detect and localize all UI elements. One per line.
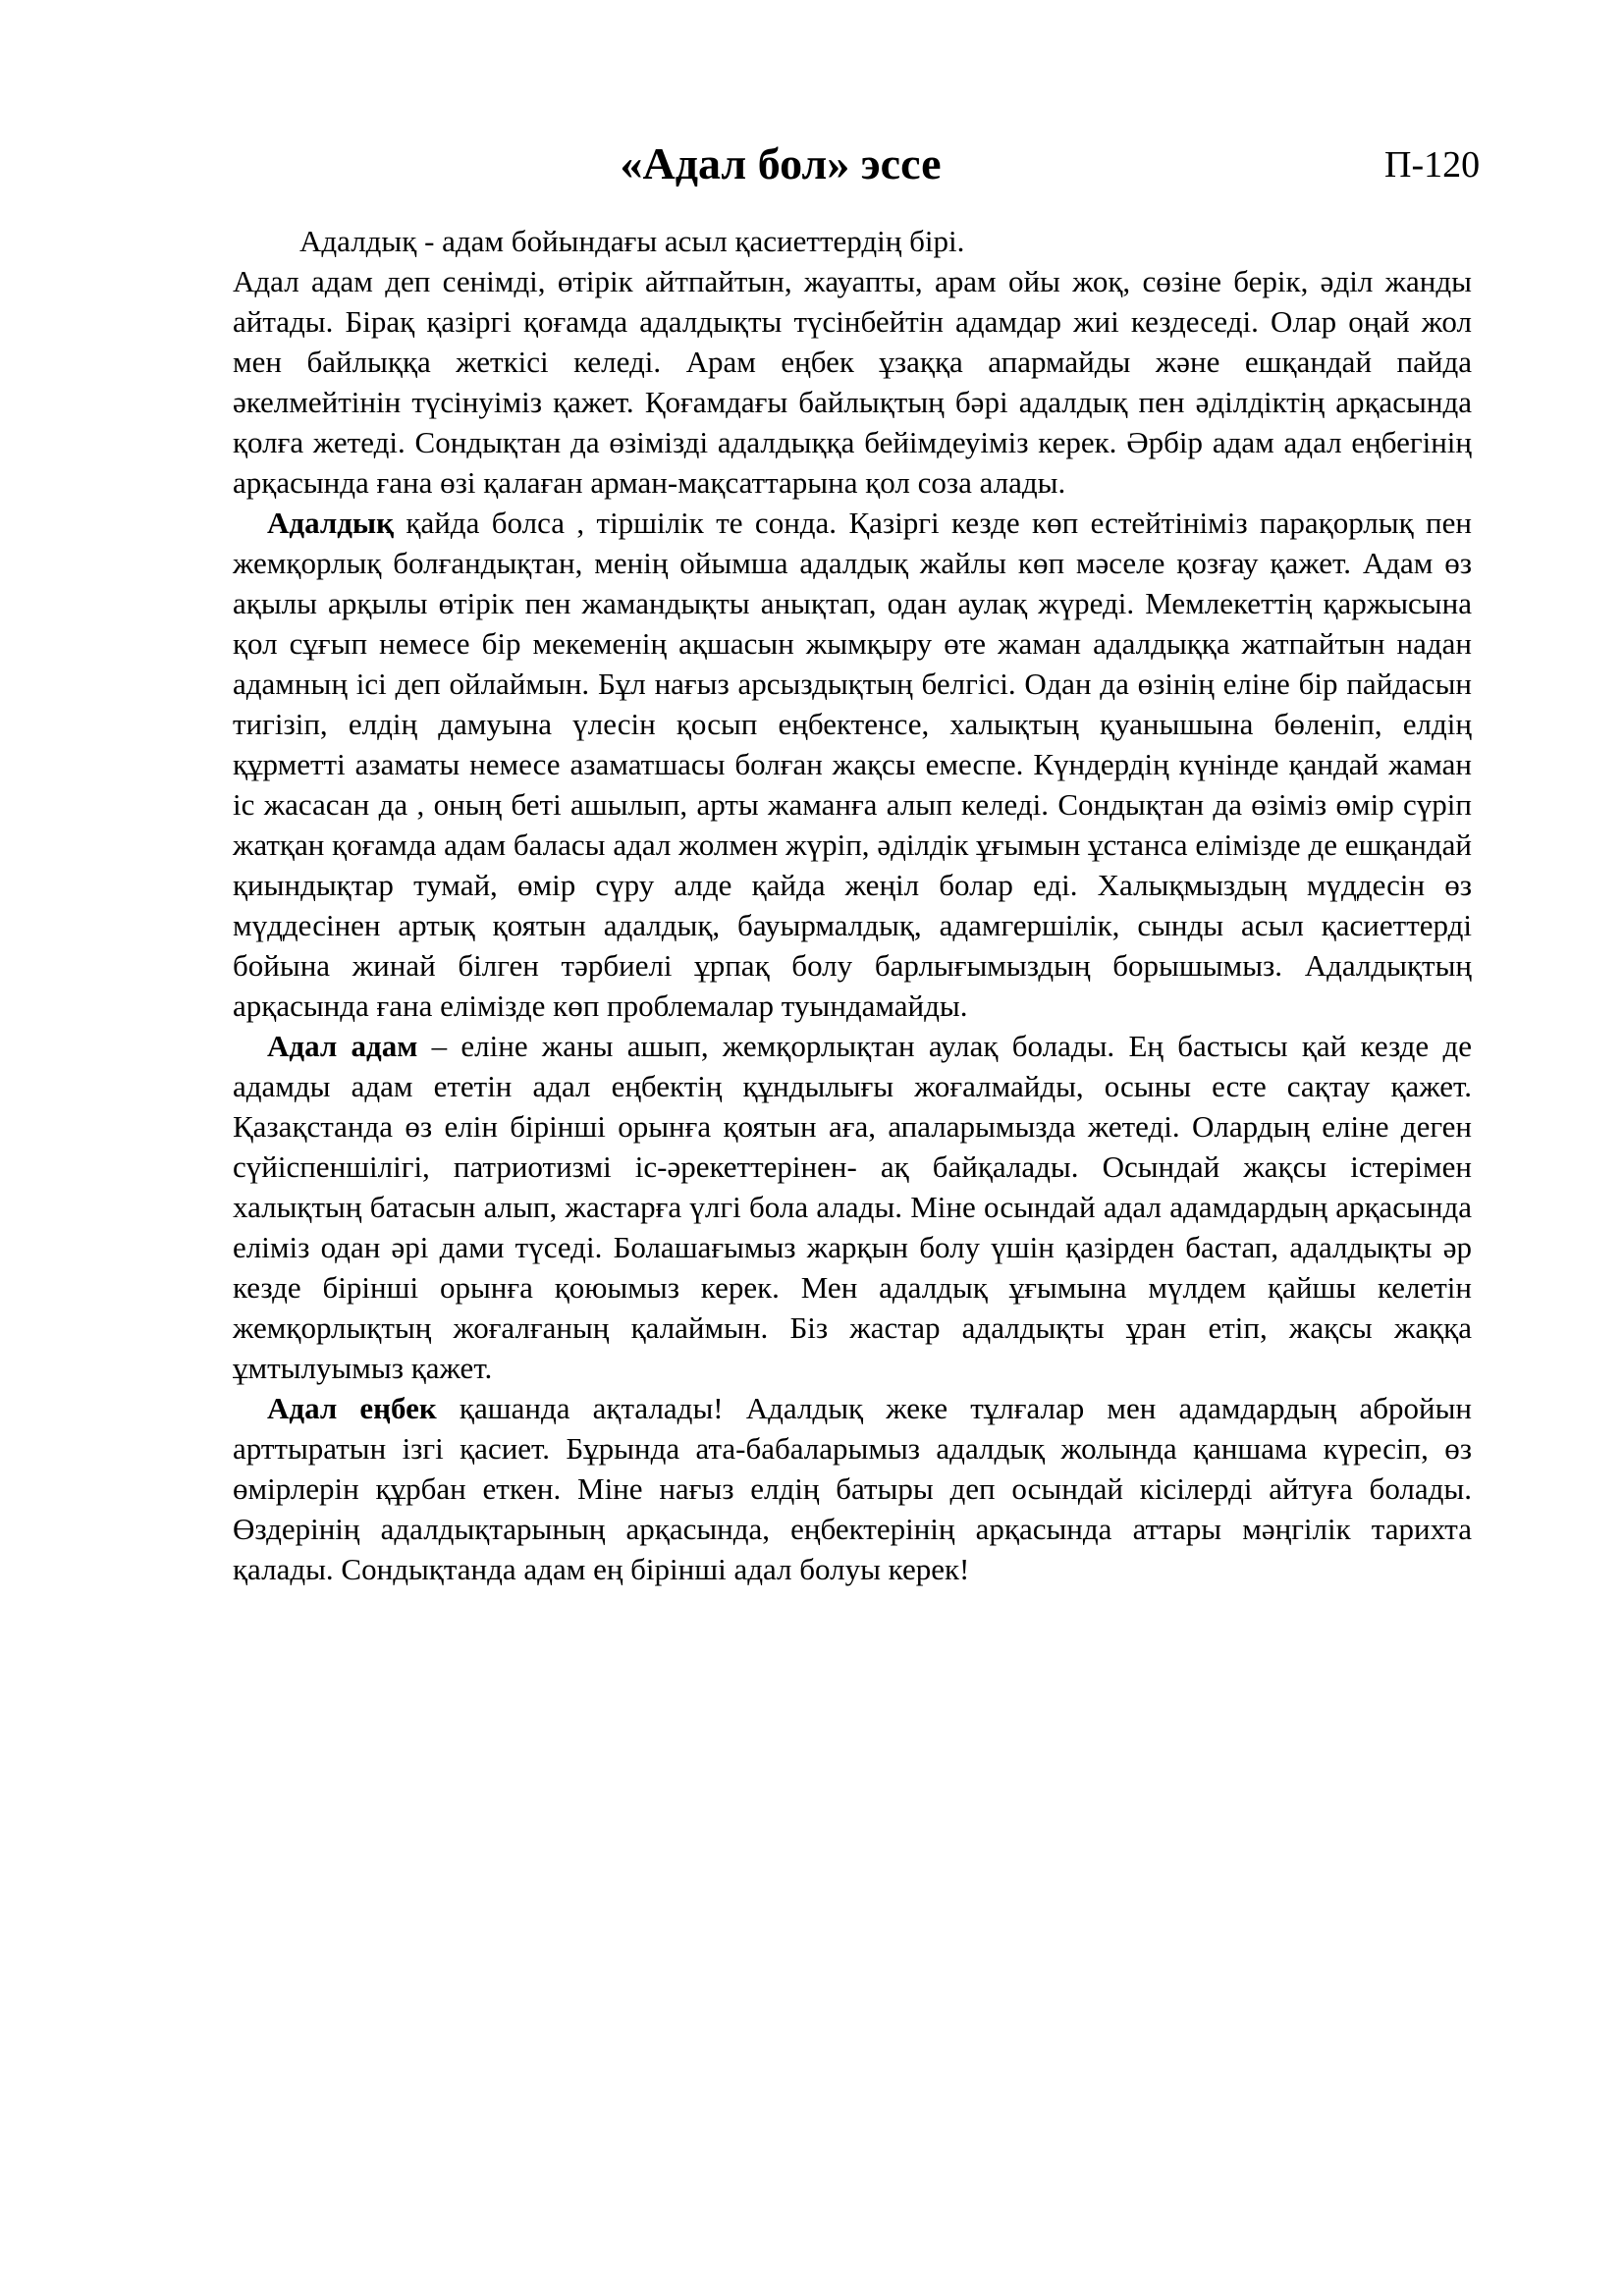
paragraph-4-lead: Адал еңбек (267, 1391, 437, 1425)
paragraph-2-text: қайда болса , тіршілік те сонда. Қазіргі кезде көп естейтініміз парақорлық пен жемқорлық болғандықтан, менің ойымша адалдық жайлы көп мәселе қозғау қажет. Адам өз ақылы арқылы өтірік пен жамандықты анықтап, одан аулақ жүреді. Мемлекеттің қаржысына қол сұғып немесе бір мекеменің ақшасын жымқыру өте жаман адалдыққа жатпайтын надан адамның ісі деп ойлаймын. Бұл нағыз арсыздықтың белгісі. Одан да өзінің еліне бір пайдасын тигізіп, елдің дамуына үлесін қосып еңбектенсе, халықтың қуанышына бөленіп, елдің құрметті азаматы немесе азаматшасы болған жақсы емеспе. Күндердің күнінде қандай жаман іс жасасан да , оның беті ашылып, арты жаманға алып келеді. Сондықтан да өзіміз өмір сүріп жатқан қоғамда адам баласы адал жолмен жүріп, әділдік ұғымын ұстанса елімізде де ешқандай қиындықтар тумай, өмір сүру алде қайда жеңіл болар еді. Халықмыздың мүддесін өз мүддесінен артық қоятын адалдық, бауырмалдық, адамгершілік, сынды асыл қасиеттерді бойына жинай білген тәрбиелі ұрпақ болу барлығымыздың борышымыз. Адалдықтың арқасында ғана елімізде көп проблемалар туындамайды. (233, 506, 1472, 1023)
paragraph-1: Адал адам деп сенімді, өтірік айтпайтын, жауапты, арам ойы жоқ, сөзіне берік, әділ жанды айтады. Бірақ қазіргі қоғамда адалдықты түсінбейтін адамдар жиі кездеседі. Олар оңай жол мен байлыққа жеткісі келеді. Арам еңбек ұзаққа апармайды және ешқандай пайда әкелмейтінін түсінуіміз қажет. Қоғамдағы байлықтың бәрі адалдық пен әділдіктің арқасында қолға жетеді. Сондықтан да өзімізді адалдыққа бейімдеуіміз керек. Әрбір адам адал еңбегінің арқасында ғана өзі қалаған арман-мақсаттарына қол соза алады. (233, 264, 1472, 500)
paragraph-3-lead: Адал адам (267, 1029, 418, 1063)
paragraph-2 (233, 503, 1472, 1026)
paragraph-2-lead: Адалдық (267, 506, 394, 540)
paragraph-4 (233, 1388, 1472, 1589)
intro-paragraph: Адалдық - адам бойындағы асыл қасиеттердің бірі. (299, 224, 965, 258)
essay-title: «Адал бол» эссе (620, 138, 942, 188)
essay-body (233, 221, 1472, 1589)
document-code: П-120 (1384, 144, 1481, 186)
paragraph-3-text: – еліне жаны ашып, жемқорлықтан аулақ болады. Ең бастысы қай кезде де адамды адам ететін адал еңбектің құндылығы жоғалмайды, осыны есте сақтау қажет. Қазақстанда өз елін бірінші орынға қоятын аға, апаларымызда жетеді. Олардың еліне деген сүйіспеншілігі, патриотизмі іс-әрекеттерінен- ақ байқалады. Осындай жақсы істерімен халықтың батасын алып, жастарға үлгі бола алады. Міне осындай адал адамдардың арқасында еліміз одан әрі дами түседі. Болашағымыз жарқын болу үшін қазірден бастап, адалдықты әр кезде бірінші орынға қоюымыз керек. Мен адалдық ұғымына мүлдем қайшы келетін жемқорлықтың жоғалғаның қалаймын. Біз жастар адалдықты ұран етіп, жақсы жаққа ұмтылуымыз қажет. (233, 1029, 1472, 1385)
paragraph-4-text: қашанда ақталады! Адалдық жеке тұлғалар мен адамдардың абройын арттыратын ізгі қасиет. Бұрында ата-бабаларымыз адалдық жолында қаншама күресіп, өз өмірлерін құрбан еткен. Міне нағыз елдің батыры деп осындай кісілерді айтуға болады. Өздерінің адалдықтарының арқасында, еңбектерінің арқасында аттары мәңгілік тарихта қалады. Сондықтанда адам ең бірінші адал болуы керек! (233, 1391, 1472, 1586)
paragraph-3 (233, 1026, 1472, 1388)
